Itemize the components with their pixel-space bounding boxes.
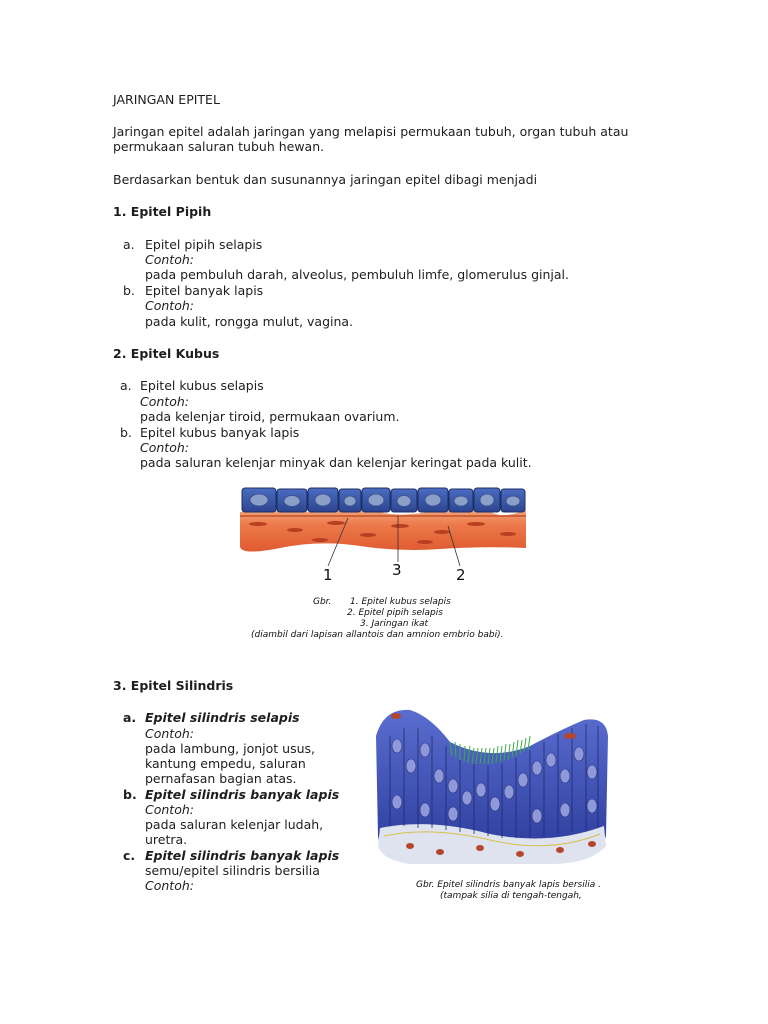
sec3-a-title: Epitel silindris selapis (145, 710, 300, 725)
intro-paragraph-line-2: permukaan saluran tubuh hewan. (113, 139, 325, 154)
figure-1-label-1: 1 (323, 566, 333, 584)
sec3-b-title: Epitel silindris banyak lapis (145, 787, 340, 802)
sec1-a-contoh: Contoh: (145, 252, 194, 267)
sec3-a-line-1: pada lambung, jonjot usus, (145, 741, 316, 756)
sec3-a-contoh: Contoh: (145, 726, 194, 741)
sec1-b-marker: b. (123, 283, 135, 298)
figure-1-label-2: 2 (456, 566, 466, 584)
figure-2-caption-line-2: (tampak silia di tengah-tengah, (440, 891, 582, 901)
sec3-c-line-1: semu/epitel silindris bersilia (145, 863, 320, 878)
sec2-a-marker: a. (120, 378, 132, 393)
figure-1-caption-line-4: (diambil dari lapisan allantois dan amnion embrio babi). (251, 630, 504, 640)
figure-2-caption-line-1: Gbr. Epitel silindris banyak lapis bersilia . (416, 880, 601, 890)
sec1-b-contoh: Contoh: (145, 298, 194, 313)
sec1-b-text: pada kulit, rongga mulut, vagina. (145, 314, 354, 329)
figure-1-caption-line-3: 3. Jaringan ikat (360, 619, 429, 629)
figure-1-label-lines (240, 486, 528, 576)
sec3-b-marker: b. (123, 787, 137, 802)
sec1-b-title: Epitel banyak lapis (145, 283, 264, 298)
sec2-b-contoh: Contoh: (140, 440, 189, 455)
sec1-a-title: Epitel pipih selapis (145, 237, 263, 252)
sec2-b-text: pada saluran kelenjar minyak dan kelenjar keringat pada kulit. (140, 455, 532, 470)
sec1-a-marker: a. (123, 237, 135, 252)
figure-2-ciliated-columnar-epithelium-illustration (370, 706, 614, 866)
sec1-a-text: pada pembuluh darah, alveolus, pembuluh limfe, glomerulus ginjal. (145, 267, 569, 282)
sec2-b-marker: b. (120, 425, 132, 440)
section-2-heading: 2. Epitel Kubus (113, 346, 220, 361)
intro-paragraph-line-1: Jaringan epitel adalah jaringan yang melapisi permukaan tubuh, organ tubuh atau (113, 124, 629, 139)
sec3-a-line-2: kantung empedu, saluran (145, 756, 306, 771)
intro-paragraph-2: Berdasarkan bentuk dan susunannya jaringan epitel dibagi menjadi (113, 172, 538, 187)
sec2-b-title: Epitel kubus banyak lapis (140, 425, 300, 440)
figure-1-caption-gbr: Gbr. (313, 597, 332, 607)
section-3-heading: 3. Epitel Silindris (113, 678, 234, 693)
figure-1-caption-line-1: 1. Epitel kubus selapis (350, 597, 451, 607)
figure-1-caption-line-2: 2. Epitel pipih selapis (347, 608, 443, 618)
sec3-c-title: Epitel silindris banyak lapis (145, 848, 340, 863)
sec2-a-title: Epitel kubus selapis (140, 378, 264, 393)
sec2-a-contoh: Contoh: (140, 394, 189, 409)
sec2-a-text: pada kelenjar tiroid, permukaan ovarium. (140, 409, 400, 424)
section-1-heading: 1. Epitel Pipih (113, 204, 212, 219)
sec3-b-line-1: pada saluran kelenjar ludah, (145, 817, 324, 832)
sec3-c-marker: c. (123, 848, 136, 863)
sec3-a-line-3: pernafasan bagian atas. (145, 771, 297, 786)
sec3-c-contoh: Contoh: (145, 878, 194, 893)
sec3-a-marker: a. (123, 710, 137, 725)
page-title: JARINGAN EPITEL (113, 92, 220, 107)
figure-1-label-3: 3 (392, 561, 402, 579)
sec3-b-contoh: Contoh: (145, 802, 194, 817)
sec3-b-line-2: uretra. (145, 832, 188, 847)
